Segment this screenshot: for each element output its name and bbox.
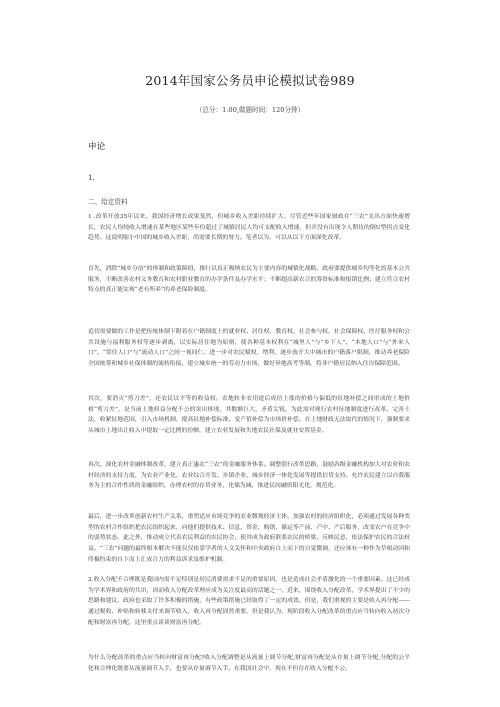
section-heading: 申论 — [88, 142, 106, 152]
page-title: 2014年国家公务员申论模拟试卷989 — [145, 73, 355, 88]
paragraph: 再次，深化农村金融体制改革，建立真正惠农“三农”的金融服务体系。调整银行改革思路，鼓励各级金融机构加大对农业和农村经济的支持力度，为农业产业化、农业综合开发、乡镇企业、城乡经济一体化发展等提供信贷支持。允许农民建立以自我服务为主的合作性质的金融组织，办理农村的存贷业务，化储为减，推进民间融资阳光化，规范化。 — [88, 462, 410, 490]
paragraph: 追切需要做的工作是把传统体制下附着在户籍制度上的就业权、居住权、教育权、社会参与权、社会保障权、医疗服务权和公共设施与福利服务权等逐步剥离，以实际居住地为原则，使各种基本权利在“城里人”与“乡下人”、“本地人口”与“外来人口”、“常住人口”与“流动人口”之间一视同仁。进一步对农民赋权、增利。逐步放开大中城市的户籍落户限制，推动养老保险全国统筹和城乡社保体制的流转衔接，建立城乡统一的劳动力市场，做好异地高考等制，将非户籍居民纳入住房保障范围。 — [88, 329, 410, 368]
paragraph: 为什么分配改革的重点应当转向财富再分配?收入分配调整是从流量上调节分配,财富再分配是从存量上调节分配,分配的公平化和合理化既要从流量调节入手，也要从存量调节入手。在我国社会中，现在不但存在收入分配不公、 — [88, 655, 410, 672]
paragraph: 最后，进一步改革创新农村生产关系，重塑适应市场竞争的农业微观经济主体。加强农村的经济组织化，必须通过发展各种类型的农村合作组织把农民组织起来，向他们提供技术、信息、资金、购销、储运等产前、产中、产后服务，改变农户在竞争中的弱势状态。此之外，推动成立代表农民利益的农民协会，使其成为政府联系农民的桥梁，反映民意，依法保护农民的合法权益。“三农”问题的最终根本解决不能仅仅依靠学者的人文关怀和中央政府自上而下的自觉微调，还应该有一种作为草根动因和终极约束的自下而上汇成合力的利益诉求及维护机制。 — [88, 514, 410, 563]
exam-meta: （总分：1.00,做题时间：120分钟） — [195, 106, 305, 114]
paragraph: 首先，消除“城乡分治”的体制和政策障碍，推行以真正吸纳农民为主要内容的城镇化战略。政府要提供城乡均等化的基本公共服务，不断改善农村义务教育和农村职业教育的办学条件及办学水平；不断提高新农合的筹资标准和报销比例；建立符合农村特点的真正能实现“老有所养”的养老保险制度。 — [88, 266, 410, 294]
question-number: 1. — [88, 174, 95, 182]
paragraph: 1 .改革开放35年以来，我国经济增长成果斐然，但城乡收入差距持续扩大。尽管近些年国家财政在“三农”支出方面快速增长，农民人均纯收入增速在某些地区某些年份超过了城镇居民人均可支配收入增速，但并没有出现令人期待的倒U型拐点变化趋势。这说明缩小中国的城乡收入差距，尚需要长期的努力。笔者以为，可以从以下方面深化改革。 — [88, 214, 410, 242]
paragraph: 2.收入分配不合理既是我国内需不足特别是居民消费需求不足的重要原因，也是造成社会矛盾激化的一个重要因素。这已经成为学术界和政府的共识，因而收入分配改革理应成为关注度最高的话题之一。近来，围绕收入分配改革，学术界提出了不少的思路和建议，政府也采取了许多积极的措施，有些政策措施已经取得了一定的成效。但是，我们重视的主要是收入再分配——通过税收、补贴和转移支付来调节收入，收入再分配固然重要，但是我认为，现阶段收入分配改革的重点应当转向收入初次分配和财富再分配，这里重点谈谈财富再分配。 — [88, 577, 410, 626]
paragraph: 其次，要消灭“剪刀差”，还农民以平等的收益权。农地转非农用途后成倍上涨的价格与偏低的征地补偿之间形成的土地价格“剪刀差”，是当前土地权益分配不公的突出体现，其数额巨大，矛盾尖锐。为此需对现行农村征地制度进行改革。完善土法，收紧征地范围，引入市场机制，提高征地补偿标准，变产值补偿为市场价补偿。在土地财政无法取代的情况下，强制要求从城市土地出让收入中提取一定比例的份额，建立农业发展和失地农民社保及就业安置基金。 — [88, 396, 410, 435]
material-subheading: 二、给定资料 — [88, 198, 128, 206]
